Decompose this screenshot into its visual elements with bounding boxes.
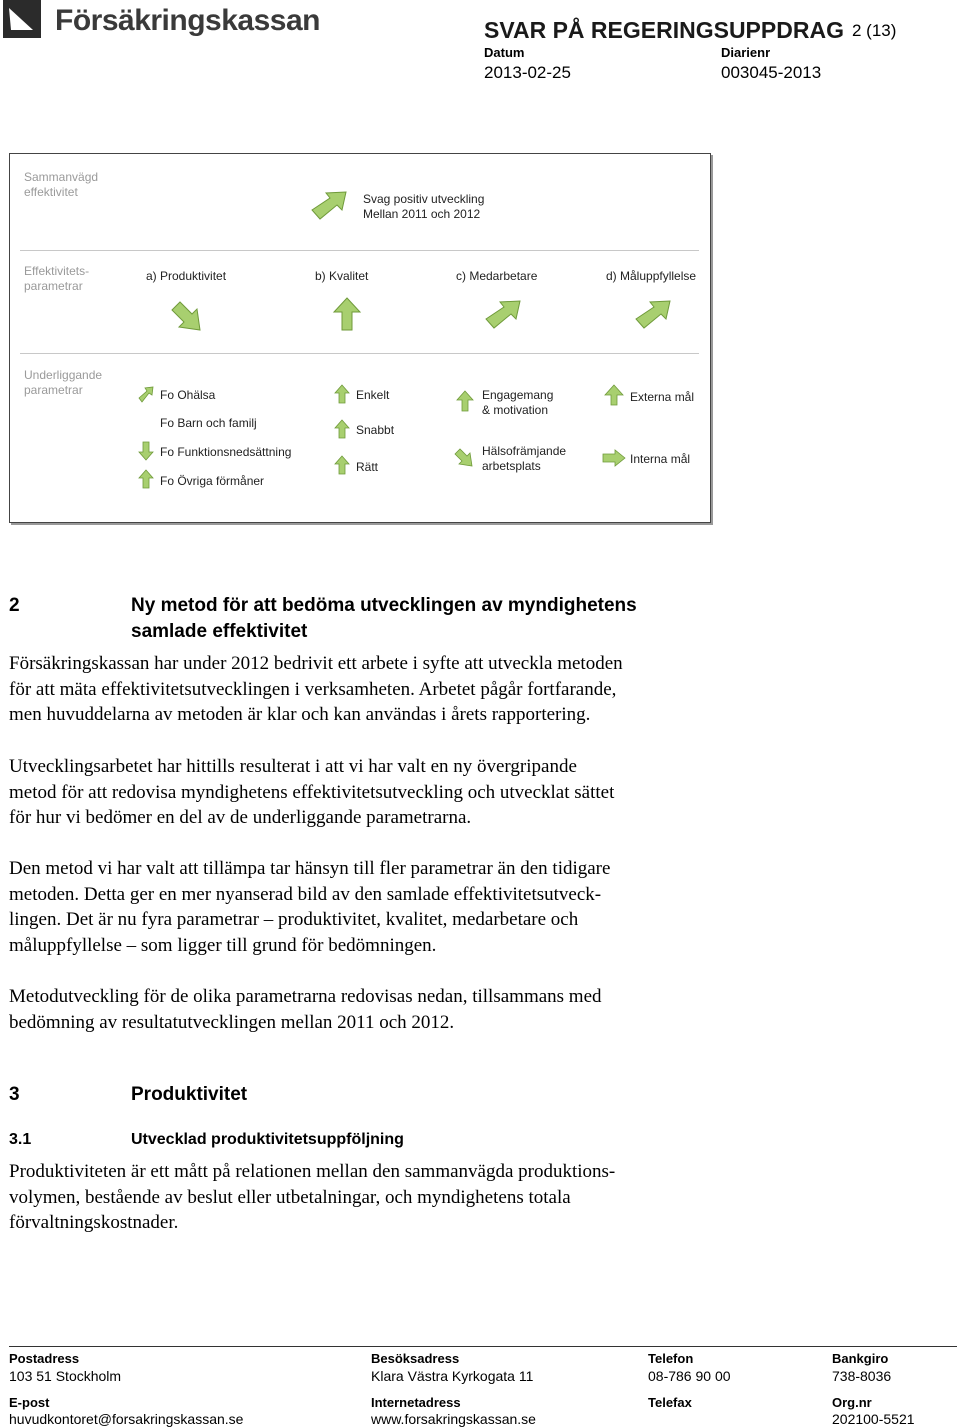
text-line: bedömning av resultatutvecklingen mellan 2011 och 2012. xyxy=(9,1011,455,1033)
overall-assessment: Svag positiv utveckling xyxy=(363,192,485,206)
footer-value: Klara Västra Kyrkogata 11 xyxy=(371,1368,534,1384)
text-line: lingen. Det är nu fyra parametrar – produktivitet, kvalitet, medarbetare och xyxy=(9,909,579,930)
arrow-up-right-icon xyxy=(310,190,350,222)
arrow-up-icon xyxy=(332,296,362,332)
param-maluppfyllelse: d) Måluppfyllelse xyxy=(606,269,697,283)
section-title: Ny metod för att bedöma utvecklingen av myndighetens xyxy=(131,595,637,616)
figure-divider xyxy=(20,250,699,251)
footer-label: Postadress xyxy=(9,1351,80,1366)
section-number: 2 xyxy=(9,595,20,616)
prod-item: Fo Barn och familj xyxy=(160,416,257,430)
row-label-sammanvagd: Sammanvägd effektivitet xyxy=(24,170,99,199)
mal-item: Externa mål xyxy=(630,390,695,404)
paragraph xyxy=(9,856,749,958)
text-line: Metodutveckling för de olika parametrarna redovisas nedan, tillsammans med xyxy=(9,986,602,1007)
diarienr-value: 003045-2013 xyxy=(721,63,822,82)
arrow-up-right-icon xyxy=(484,299,524,331)
footer-email-link[interactable]: huvudkontoret@forsakringskassan.se xyxy=(9,1411,244,1427)
param-kvalitet: b) Kvalitet xyxy=(315,269,369,283)
arrow-up-right-small-icon xyxy=(138,386,154,404)
text-line: volymen, bestående av beslut eller utbetalningar, och myndighetens totala xyxy=(9,1186,571,1208)
footer-value: 103 51 Stockholm xyxy=(9,1368,122,1384)
text-line: förvaltningskostnader. xyxy=(9,1212,179,1233)
text-line: måluppfyllelse – som ligger till grund för bedömningen. xyxy=(9,934,437,956)
page-number: 2 (13) xyxy=(852,21,897,40)
arrow-up-icon xyxy=(456,390,474,412)
effectiveness-figure xyxy=(9,153,711,523)
footer-label: Bankgiro xyxy=(832,1351,889,1366)
kval-item: Enkelt xyxy=(356,388,390,402)
param-medarbetare: c) Medarbetare xyxy=(456,269,538,283)
text-line: Den metod vi har valt att tillämpa tar hänsyn till fler parametrar än den tidigare xyxy=(9,858,611,879)
arrow-right-icon xyxy=(602,449,626,467)
footer-value: 202100-5521 xyxy=(832,1411,915,1427)
param-produktivitet: a) Produktivitet xyxy=(146,269,227,283)
arrow-up-icon xyxy=(334,384,350,404)
row-label-parametrar: Effektivitets-parametrar xyxy=(24,264,90,293)
footer-label: E-post xyxy=(9,1395,50,1410)
footer-label: Internetadress xyxy=(371,1395,461,1410)
arrow-up-right-icon xyxy=(634,299,674,331)
prod-item: Fo Ohälsa xyxy=(160,388,216,402)
figure-divider xyxy=(20,353,699,354)
arrow-down-right-small-icon xyxy=(454,448,474,468)
text-line: metoden. Detta ger en mer nyanserad bild av den samlade effektivitetsutveck- xyxy=(9,883,602,905)
text-line: för hur vi bedömer en del av de underliggande parametrarna. xyxy=(9,807,472,828)
arrow-up-icon xyxy=(334,419,350,439)
document-type: SVAR PÅ REGERINGSUPPDRAG xyxy=(484,17,844,43)
text-line: Produktiviteten är ett mått på relationen mellan den sammanvägda produktions- xyxy=(9,1161,616,1182)
med-item: Hälsofrämjande arbetsplats xyxy=(482,444,567,473)
paragraph xyxy=(9,1159,749,1236)
paragraph xyxy=(9,754,749,831)
kval-item: Snabbt xyxy=(356,423,395,437)
med-item: Engagemang & motivation xyxy=(482,388,554,417)
logo-text: Försäkringskassan xyxy=(55,4,320,37)
diarienr-label: Diarienr xyxy=(721,45,771,60)
row-label-underliggande: Underliggande parametrar xyxy=(24,368,103,397)
arrow-down-right-icon xyxy=(170,300,204,334)
section-number: 3 xyxy=(9,1084,20,1105)
arrow-down-icon xyxy=(138,441,154,461)
text-line: Utvecklingsarbetet har hittills resulterat i att vi har valt en ny övergripande xyxy=(9,756,577,777)
footer-label: Telefon xyxy=(648,1351,694,1366)
footer-web-link[interactable]: www.forsakringskassan.se xyxy=(371,1411,536,1427)
footer-label: Besöksadress xyxy=(371,1351,460,1366)
datum-label: Datum xyxy=(484,45,525,60)
arrow-up-icon xyxy=(138,469,154,489)
mal-item: Interna mål xyxy=(630,452,691,466)
arrow-up-icon xyxy=(604,384,624,406)
text-line: Försäkringskassan har under 2012 bedrivit ett arbete i syfte att utveckla metoden xyxy=(9,653,623,674)
footer-value: 08-786 90 00 xyxy=(648,1368,731,1384)
logo xyxy=(3,0,328,42)
overall-period: Mellan 2011 och 2012 xyxy=(363,207,481,221)
section-title: Produktivitet xyxy=(131,1084,248,1105)
text-line: metod för att redovisa myndighetens effektivitetsutveckling och utvecklat sättet xyxy=(9,781,615,803)
text-line: men huvuddelarna av metoden är klar och kan användas i årets rapportering. xyxy=(9,704,591,725)
kval-item: Rätt xyxy=(356,460,379,474)
paragraph xyxy=(9,651,749,728)
footer-divider xyxy=(9,1346,957,1347)
arrow-up-icon xyxy=(334,455,350,475)
prod-item: Fo Funktionsnedsättning xyxy=(160,445,292,459)
logo-mark-icon xyxy=(3,0,41,38)
prod-item: Fo Övriga förmåner xyxy=(160,474,265,488)
footer-value: 738-8036 xyxy=(832,1368,892,1384)
text-line: för att mäta effektivitetsutvecklingen i verksamheten. Arbetet pågår fortfarande, xyxy=(9,678,617,700)
subsection-title: Utvecklad produktivitetsuppföljning xyxy=(131,1131,404,1148)
paragraph xyxy=(9,984,749,1035)
subsection-number: 3.1 xyxy=(9,1131,32,1148)
section-title: samlade effektivitet xyxy=(131,621,308,642)
datum-value: 2013-02-25 xyxy=(484,63,571,82)
footer-label: Org.nr xyxy=(832,1395,872,1410)
footer-label: Telefax xyxy=(648,1395,692,1410)
